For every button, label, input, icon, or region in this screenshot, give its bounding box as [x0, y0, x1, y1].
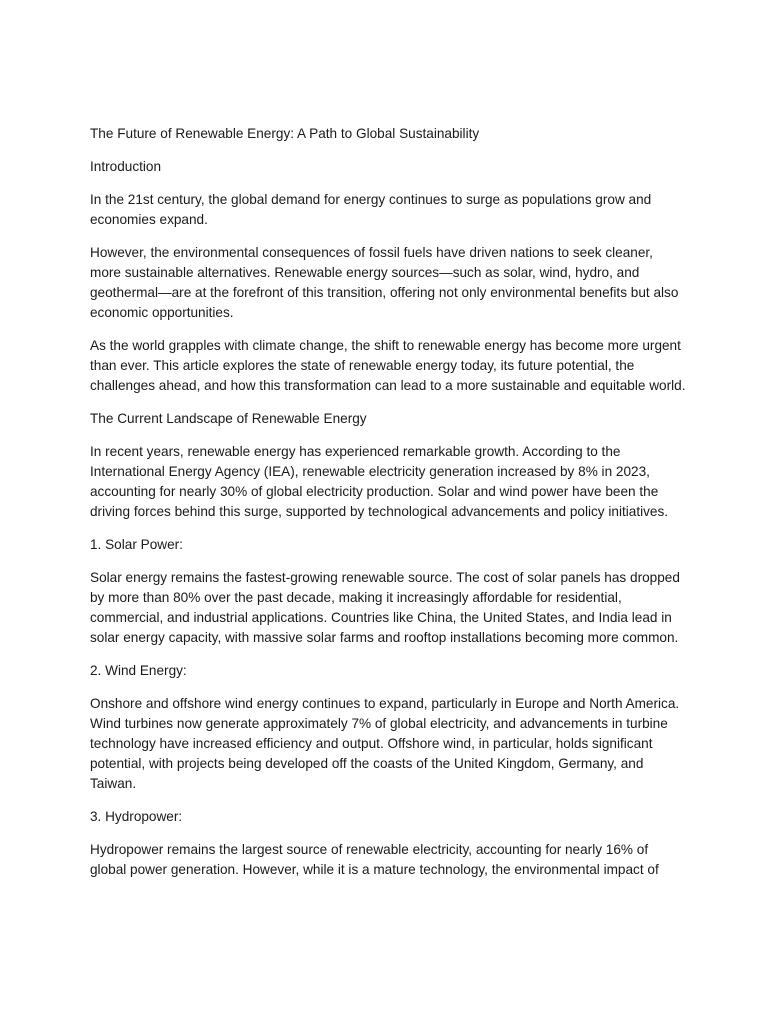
- paragraph: However, the environmental consequences of fossil fuels have driven nations to seek cleaner, more sustainable alternatives. Renewable energy sources—such as solar, wind, hydro, and geothermal—are at the forefront of this transition, offering not only environmental benefits but also economic opportunities.: [90, 245, 679, 320]
- paragraph: Onshore and offshore wind energy continues to expand, particularly in Europe and North America. Wind turbines now generate approximately 7% of global electricity, and advancements in turbine technology have increased efficiency and output. Offshore wind, in particular, holds significant potential, with projects being developed off the coasts of the United Kingdom, Germany, and Taiwan.: [90, 696, 680, 791]
- paragraph: In recent years, renewable energy has experienced remarkable growth. According to the International Energy Agency (IEA), renewable electricity generation increased by 8% in 2023, accounting for nearly 30% of global electricity production. Solar and wind power have been the driving forces behind this surge, supported by technological advancements and policy initiatives.: [90, 444, 669, 519]
- paragraph: In the 21st century, the global demand for energy continues to surge as populations grow and economies expand.: [90, 192, 652, 227]
- section-heading-landscape: The Current Landscape of Renewable Energy: [90, 411, 367, 426]
- document-title: The Future of Renewable Energy: A Path to Global Sustainability: [90, 126, 480, 141]
- subheading-solar: 1. Solar Power:: [90, 537, 183, 552]
- paragraph: Hydropower remains the largest source of renewable electricity, accounting for nearly 16% of global power generation. However, while it is a mature technology, the environmental impact of: [90, 842, 659, 877]
- paragraph: Solar energy remains the fastest-growing renewable source. The cost of solar panels has dropped by more than 80% over the past decade, making it increasingly affordable for residential, commercial, and industrial applications. Countries like China, the United States, and India lead in solar energy capacity, with massive solar farms and rooftop installations becoming more common.: [90, 570, 680, 645]
- subheading-hydro: 3. Hydropower:: [90, 809, 183, 824]
- subheading-wind: 2. Wind Energy:: [90, 663, 187, 678]
- section-heading-introduction: Introduction: [90, 159, 162, 174]
- paragraph: As the world grapples with climate change, the shift to renewable energy has become more urgent than ever. This article explores the state of renewable energy today, its future potential, the challenges ahead, and how this transformation can lead to a more sustainable and equitable world.: [90, 338, 686, 393]
- document-body: [90, 124, 686, 893]
